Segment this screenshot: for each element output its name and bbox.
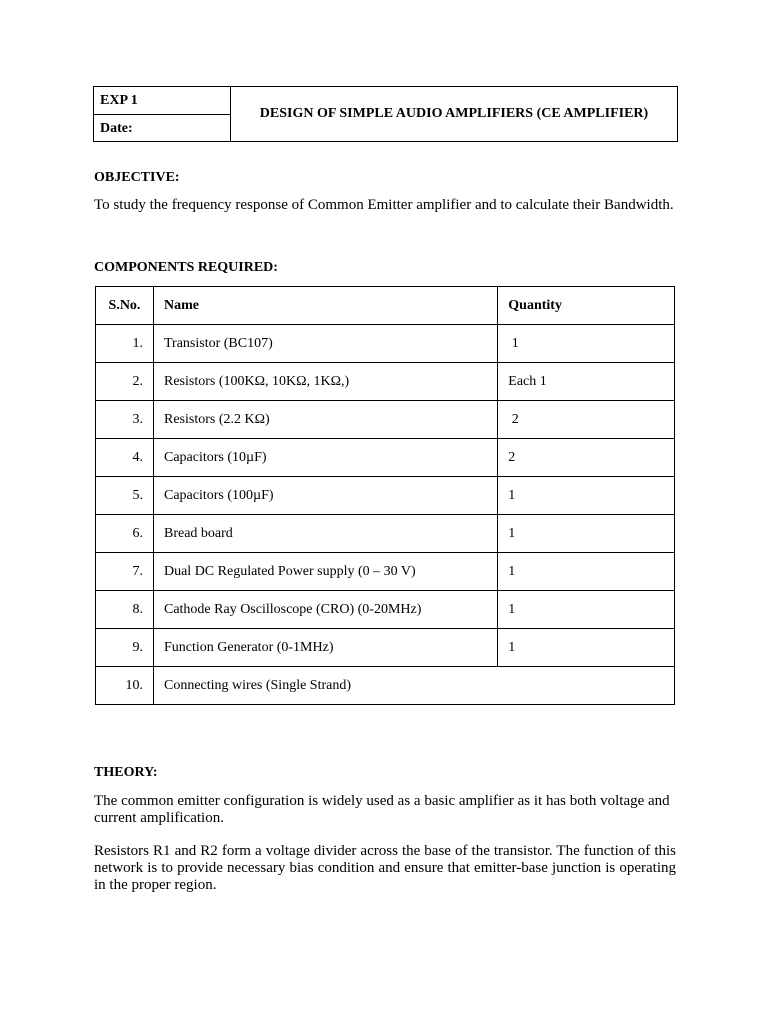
table-row <box>96 667 675 705</box>
column-header-name: Name <box>153 287 497 325</box>
row-sno: 2. <box>96 363 154 401</box>
row-sno: 10. <box>96 667 154 705</box>
row-sno: 4. <box>96 439 154 477</box>
row-sno: 5. <box>96 477 154 515</box>
row-name: Capacitors (100µF) <box>153 477 497 515</box>
row-name: Dual DC Regulated Power supply (0 – 30 V) <box>153 553 497 591</box>
table-row <box>96 629 675 667</box>
objective-text: To study the frequency response of Common Emitter amplifier and to calculate their Bandwidth. <box>94 197 674 213</box>
row-name: Connecting wires (Single Strand) <box>153 667 674 705</box>
row-name: Capacitors (10µF) <box>153 439 497 477</box>
table-header-row <box>96 287 675 325</box>
row-name: Cathode Ray Oscilloscope (CRO) (0-20MHz) <box>153 591 497 629</box>
table-row <box>96 439 675 477</box>
row-quantity: Each 1 <box>498 363 675 401</box>
row-sno: 8. <box>96 591 154 629</box>
experiment-header-box <box>93 86 678 142</box>
table-row <box>96 325 675 363</box>
row-sno: 7. <box>96 553 154 591</box>
row-quantity: 1 <box>498 325 675 363</box>
column-header-quantity: Quantity <box>498 287 675 325</box>
components-table <box>95 286 675 705</box>
row-quantity: 2 <box>498 401 675 439</box>
row-name: Bread board <box>153 515 497 553</box>
row-quantity: 1 <box>498 515 675 553</box>
table-row <box>96 515 675 553</box>
row-sno: 6. <box>96 515 154 553</box>
theory-paragraph-1: The common emitter configuration is widely used as a basic amplifier as it has both voltage and current amplification. <box>94 793 670 826</box>
experiment-meta <box>94 87 231 141</box>
table-row <box>96 363 675 401</box>
row-name: Function Generator (0-1MHz) <box>153 629 497 667</box>
row-name: Resistors (2.2 KΩ) <box>153 401 497 439</box>
experiment-date-label: Date: <box>100 121 133 136</box>
theory-paragraph-2: Resistors R1 and R2 form a voltage divider across the base of the transistor. The function of this network is to provide necessary bias condition and ensure that emitter-base junction is operating in the proper region. <box>94 843 676 893</box>
row-quantity: 2 <box>498 439 675 477</box>
row-name: Resistors (100KΩ, 10KΩ, 1KΩ,) <box>153 363 497 401</box>
row-quantity: 1 <box>498 477 675 515</box>
objective-heading: OBJECTIVE: <box>94 170 180 185</box>
column-header-sno: S.No. <box>96 287 154 325</box>
row-quantity: 1 <box>498 591 675 629</box>
theory-heading: THEORY: <box>94 765 158 780</box>
table-row <box>96 591 675 629</box>
row-sno: 1. <box>96 325 154 363</box>
row-quantity: 1 <box>498 553 675 591</box>
row-sno: 9. <box>96 629 154 667</box>
row-sno: 3. <box>96 401 154 439</box>
experiment-title: DESIGN OF SIMPLE AUDIO AMPLIFIERS (CE AMPLIFIER) <box>259 106 649 121</box>
table-row <box>96 401 675 439</box>
table-row <box>96 553 675 591</box>
components-heading: COMPONENTS REQUIRED: <box>94 260 278 275</box>
experiment-number: EXP 1 <box>94 87 230 115</box>
row-quantity: 1 <box>498 629 675 667</box>
row-name: Transistor (BC107) <box>153 325 497 363</box>
table-row <box>96 477 675 515</box>
